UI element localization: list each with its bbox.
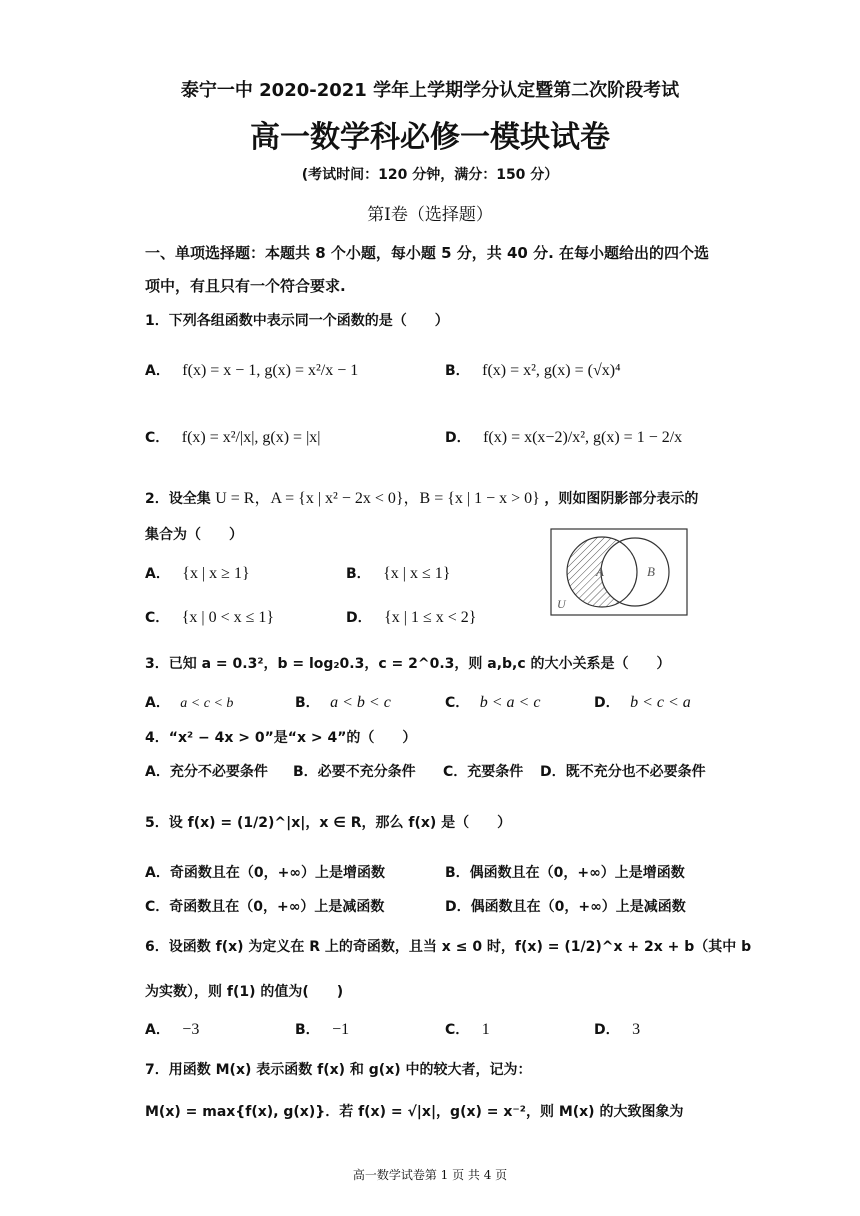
q2-option-b <box>346 563 450 583</box>
q3-a-label: A． <box>145 695 170 711</box>
q5-stem: 5．设 f(x) = (1/2)^|x|，x ∈ R，那么 f(x) 是（ ） <box>145 815 512 831</box>
q3-d-math: b < c < a <box>630 694 691 711</box>
q2-stem-line2: 集合为（ ） <box>145 527 243 543</box>
q6-option-a <box>145 1019 199 1039</box>
q1-a-math: f(x) = x − 1, g(x) = x²/x − 1 <box>182 362 359 379</box>
q4-option-a: A．充分不必要条件 <box>145 764 268 780</box>
q5-option-c: C．奇函数且在（0，+∞）上是减函数 <box>145 899 385 915</box>
q6-option-b <box>295 1019 349 1039</box>
q6-b-label: B． <box>295 1022 320 1038</box>
q1-b-math: f(x) = x², g(x) = (√x)⁴ <box>482 362 621 379</box>
q1-a-label: A． <box>145 363 170 379</box>
q3-b-label: B． <box>295 695 320 711</box>
q1-stem: 1．下列各组函数中表示同一个函数的是（ ） <box>145 313 449 329</box>
page-title: 高一数学科必修一模块试卷 <box>250 120 610 155</box>
q4-option-c: C．充要条件 <box>443 764 524 780</box>
q1-c-label: C． <box>145 430 170 446</box>
q2-d-label: D． <box>346 610 372 626</box>
q3-c-label: C． <box>445 695 470 711</box>
q6-stem-line1: 6．设函数 f(x) 为定义在 R 上的奇函数，且当 x ≤ 0 时，f(x) = (1/2)^x + 2x + b（其中 b <box>145 939 752 955</box>
q2-a-label: A． <box>145 566 170 582</box>
q2-c-label: C． <box>145 610 170 626</box>
q1-option-d <box>445 427 682 447</box>
exam-info: (考试时间：120 分钟，满分：150 分） <box>301 167 559 183</box>
q5-option-a: A．奇函数且在（0，+∞）上是增函数 <box>145 865 385 881</box>
q3-option-c <box>445 692 540 712</box>
q6-c-value: 1 <box>481 1021 490 1038</box>
q1-option-c <box>145 427 320 447</box>
q3-stem: 3．已知 a = 0.3²，b = log₂0.3，c = 2^0.3，则 a,b,c 的大小关系是（ ） <box>145 656 671 672</box>
q2-d-math: {x | 1 ≤ x < 2} <box>384 609 477 626</box>
q2-b-label: B． <box>346 566 371 582</box>
q3-c-math: b < a < c <box>479 694 541 711</box>
q2-stem-prefix: 2．设全集 <box>145 491 211 507</box>
school-line: 泰宁一中 2020-2021 学年上学期学分认定暨第二次阶段考试 <box>180 80 680 101</box>
section-title: 第Ⅰ卷（选择题） <box>367 205 493 225</box>
q6-option-c <box>445 1019 490 1039</box>
q5-option-b: B．偶函数且在（0，+∞）上是增函数 <box>445 865 685 881</box>
q2-b-math: {x | x ≤ 1} <box>383 565 451 582</box>
q3-b-math: a < b < c <box>330 694 391 711</box>
q3-option-b <box>295 692 391 712</box>
q2-a-math: {x | x ≥ 1} <box>182 565 250 582</box>
q1-option-b <box>445 360 621 380</box>
q2-option-c <box>145 607 274 627</box>
q6-d-value: 3 <box>632 1021 641 1038</box>
q1-option-a <box>145 360 358 380</box>
q6-a-value: −3 <box>182 1021 200 1038</box>
q3-option-a <box>145 692 233 712</box>
part1-heading-line2: 项中，有且只有一个符合要求. <box>145 277 346 295</box>
q1-b-label: B． <box>445 363 470 379</box>
part1-heading-line1: 一、单项选择题：本题共 8 个小题，每小题 5 分，共 40 分. 在每小题给出的四个选 <box>145 244 710 262</box>
q1-d-math: f(x) = x(x−2)/x², g(x) = 1 − 2/x <box>483 429 683 446</box>
q4-option-d: D．既不充分也不必要条件 <box>540 764 706 780</box>
q7-stem-line2: M(x) = max{f(x), g(x)}．若 f(x) = √|x|，g(x) = x⁻²，则 M(x) 的大致图象为 <box>145 1104 684 1120</box>
q7-stem-line1: 7．用函数 M(x) 表示函数 f(x) 和 g(x) 中的较大者，记为： <box>145 1062 532 1078</box>
q5-option-d: D．偶函数且在（0，+∞）上是减函数 <box>445 899 686 915</box>
q2-stem-suffix: ，则如图阴影部分表示的 <box>544 491 699 507</box>
q2-c-math: {x | 0 < x ≤ 1} <box>181 609 275 626</box>
venn-diagram <box>550 528 688 616</box>
q6-b-value: −1 <box>332 1021 350 1038</box>
q6-a-label: A． <box>145 1022 170 1038</box>
q3-a-math: a < c < b <box>180 696 234 711</box>
q4-stem: 4．“x² − 4x > 0”是“x > 4”的（ ） <box>145 730 417 746</box>
page-footer: 高一数学试卷第 1 页 共 4 页 <box>352 1168 508 1182</box>
q1-c-math: f(x) = x²/|x|, g(x) = |x| <box>181 429 321 446</box>
q2-option-a <box>145 563 250 583</box>
q2-option-d <box>346 607 476 627</box>
q2-stem-line1 <box>145 485 698 508</box>
q4-option-b: B．必要不充分条件 <box>293 764 416 780</box>
q2-stem-math: U = R，A = {x | x² − 2x < 0}，B = {x | 1 − x > 0} <box>215 490 540 507</box>
venn-label-u: U <box>557 597 566 611</box>
q3-d-label: D． <box>594 695 620 711</box>
q6-d-label: D． <box>594 1022 620 1038</box>
q6-c-label: C． <box>445 1022 470 1038</box>
q3-option-d <box>594 692 691 712</box>
q6-stem-line2: 为实数），则 f(1) 的值为( ) <box>145 984 344 1000</box>
q1-d-label: D． <box>445 430 471 446</box>
venn-label-b: B <box>647 564 655 579</box>
venn-label-a: A <box>596 564 604 579</box>
q6-option-d <box>594 1019 640 1039</box>
